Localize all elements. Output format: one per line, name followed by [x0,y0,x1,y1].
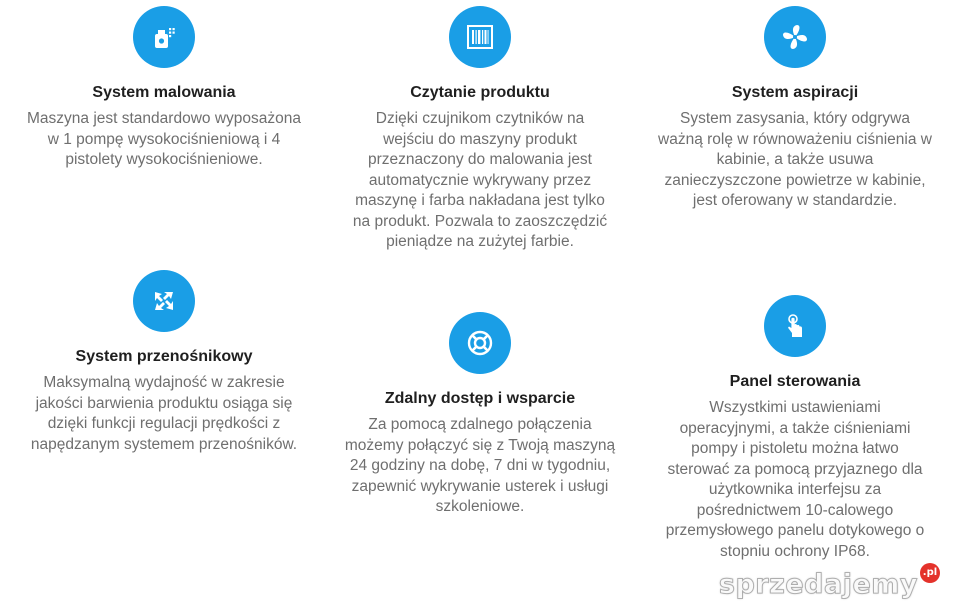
feature-title: Panel sterowania [729,373,861,390]
feature-product-reading [330,6,630,253]
feature-title: System przenośnikowy [75,348,253,365]
feature-description: System zasysania, który odgrywa ważną rolę w równoważeniu ciśnienia w kabinie, a także usuwa zanieczyszczone powietrze w kabinie, jest oferowany w standardzie. [658,110,932,209]
feature-title: Zdalny dostęp i wsparcie [384,390,576,407]
feature-description: Za pomocą zdalnego połączenia możemy połączyć się z Twoją maszyną 24 godziny na dobę, 7 dni w tygodniu, zapewnić wykrywanie usterek i usługi szkoleniowe. [344,416,616,515]
feature-aspiration-system [645,6,945,212]
feature-title: System malowania [92,84,236,101]
fan-icon [764,6,826,68]
feature-remote-support [330,312,630,518]
feature-title: Czytanie produktu [410,84,550,101]
touch-hand-icon [764,295,826,357]
feature-conveyor-system [14,270,314,455]
feature-title: System aspiracji [731,84,859,101]
lifebuoy-icon [449,312,511,374]
feature-description: Maksymalną wydajność w zakresie jakości barwienia produktu osiąga się dzięki funkcji regulacji prędkości z napędzanym systemem przenośników. [30,374,298,453]
feature-description: Wszystkimi ustawieniami operacyjnymi, a także ciśnieniami pompy i pistoletu można łatwo sterować za pomocą przyjaznego dla użytkownika interfejsu za pośrednictwem 10-calowego przemysłowego panelu dotykowego o stopniu ochrony IP68. [665,399,925,560]
watermark-logo [719,569,940,600]
watermark-text: sprzedajemy [718,569,918,600]
watermark-badge: .pl [920,563,940,583]
feature-painting-system [14,6,314,171]
spray-bottle-icon [133,6,195,68]
cross-arrows-icon [133,270,195,332]
feature-description: Maszyna jest standardowo wyposażona w 1 pompę wysokociśnieniową i 4 pistolety wysokociśnieniowe. [27,110,301,168]
feature-description: Dzięki czujnikom czytników na wejściu do maszyny produkt przeznaczony do malowania jest automatycznie wykrywany przez maszynę i farba nakładana jest tylko na produkt. Pozwala to zaoszczędzić pieniądze na zużytej farbie. [352,110,608,250]
feature-control-panel [645,295,945,562]
barcode-icon [449,6,511,68]
